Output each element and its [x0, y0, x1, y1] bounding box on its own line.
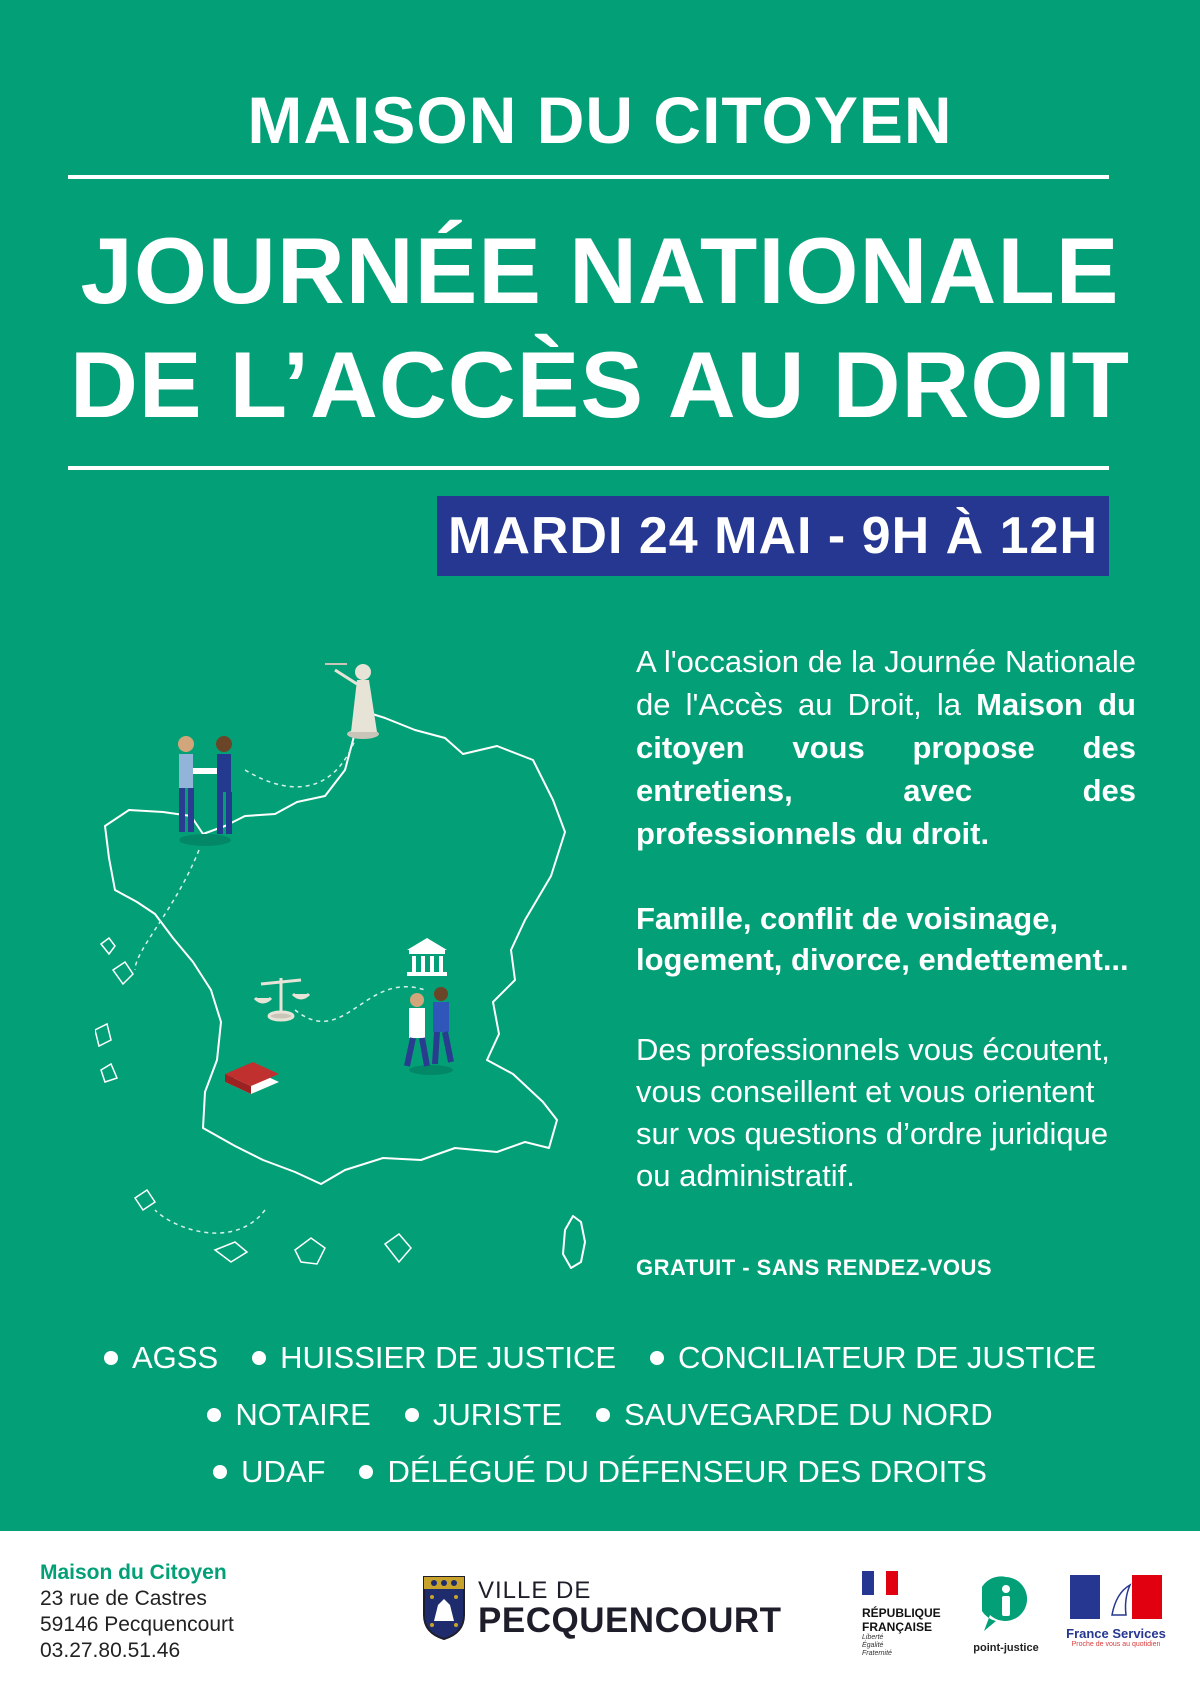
- island-1: [101, 938, 115, 954]
- partners-row-1: [0, 1340, 1200, 1376]
- date-badge: MARDI 24 MAI - 9H À 12H: [437, 496, 1109, 576]
- partner-item: SAUVEGARDE DU NORD: [596, 1397, 993, 1433]
- partners-row-2: [0, 1397, 1200, 1433]
- republique-francaise-logo: RÉPUBLIQUE FRANÇAISE Liberté Égalité Fraternité: [862, 1571, 942, 1658]
- town-logo: [422, 1575, 782, 1641]
- france-outline: [105, 710, 565, 1184]
- bullet-icon: [405, 1408, 419, 1422]
- bullet-icon: [359, 1465, 373, 1479]
- book-icon: [225, 1062, 279, 1094]
- france-services-logo: France Services Proche de vous au quotidien: [1066, 1575, 1166, 1648]
- courthouse-icon: [407, 938, 447, 976]
- town-name: VILLE DE PECQUENCOURT: [478, 1576, 782, 1640]
- scales-icon: [255, 978, 309, 1020]
- description-text: Des professionnels vous écoutent, vous conseillent et vous orientent sur vos questions d’ordre juridique ou administratif.: [636, 1032, 1110, 1193]
- partners-row-3: [0, 1454, 1200, 1490]
- free-note: GRATUIT - SANS RENDEZ-VOUS: [636, 1255, 993, 1280]
- lady-justice-icon: [325, 664, 379, 739]
- bullet-icon: [207, 1408, 221, 1422]
- point-justice-logo: point-justice: [962, 1575, 1050, 1654]
- address-street: 23 rue de Castres: [40, 1587, 207, 1610]
- island-2: [113, 962, 133, 984]
- bullet-icon: [650, 1351, 664, 1365]
- partner-item: AGSS: [104, 1340, 218, 1376]
- address-name: Maison du Citoyen: [40, 1561, 227, 1584]
- dashed-path-4: [155, 1210, 265, 1233]
- island-5: [135, 1190, 155, 1210]
- island-7: [295, 1238, 325, 1264]
- intro-text: A l'occasion de la Journée Nationale de l'Accès au Droit, la: [636, 644, 1136, 722]
- island-3: [95, 1024, 111, 1046]
- partner-item: DÉLÉGUÉ DU DÉFENSEUR DES DROITS: [359, 1454, 986, 1490]
- org-title: MAISON DU CITOYEN: [247, 83, 953, 157]
- intro-bold: Maison du citoyen vous propose des entretiens, avec des professionnels du droit.: [636, 687, 1136, 851]
- dashed-path-2: [135, 850, 199, 970]
- bullet-icon: [252, 1351, 266, 1365]
- island-6: [215, 1242, 247, 1262]
- topics-text: Famille, conflit de voisinage, logement, divorce, endettement...: [636, 901, 1129, 977]
- footer: [0, 1531, 1200, 1698]
- divider-bottom: [68, 466, 1109, 470]
- partner-item: CONCILIATEUR DE JUSTICE: [650, 1340, 1096, 1376]
- divider-top: [68, 175, 1109, 179]
- address-block: [40, 1560, 234, 1664]
- people-walking-icon: [407, 987, 453, 1075]
- intro-paragraph: [636, 640, 1136, 855]
- marianne-flag-icon: [862, 1571, 898, 1595]
- france-map-illustration: [95, 650, 610, 1270]
- headline-line-2: DE L’ACCÈS AU DROIT: [69, 332, 1131, 437]
- address-phone: 03.27.80.51.46: [40, 1639, 181, 1662]
- people-handshake-icon: [178, 736, 232, 846]
- dashed-path-3: [295, 987, 425, 1022]
- island-8: [385, 1234, 411, 1262]
- partner-item: JURISTE: [405, 1397, 562, 1433]
- partner-item: HUISSIER DE JUSTICE: [252, 1340, 616, 1376]
- partner-item: UDAF: [213, 1454, 325, 1490]
- france-services-icon: [1070, 1575, 1162, 1619]
- point-justice-icon: [982, 1575, 1030, 1633]
- address-city: 59146 Pecquencourt: [40, 1613, 234, 1636]
- bullet-icon: [596, 1408, 610, 1422]
- coat-of-arms-icon: [422, 1575, 466, 1641]
- headline-line-1: JOURNÉE NATIONALE: [80, 218, 1120, 323]
- island-4: [101, 1064, 117, 1082]
- partner-item: NOTAIRE: [207, 1397, 371, 1433]
- bullet-icon: [213, 1465, 227, 1479]
- bullet-icon: [104, 1351, 118, 1365]
- corsica-outline: [563, 1216, 585, 1268]
